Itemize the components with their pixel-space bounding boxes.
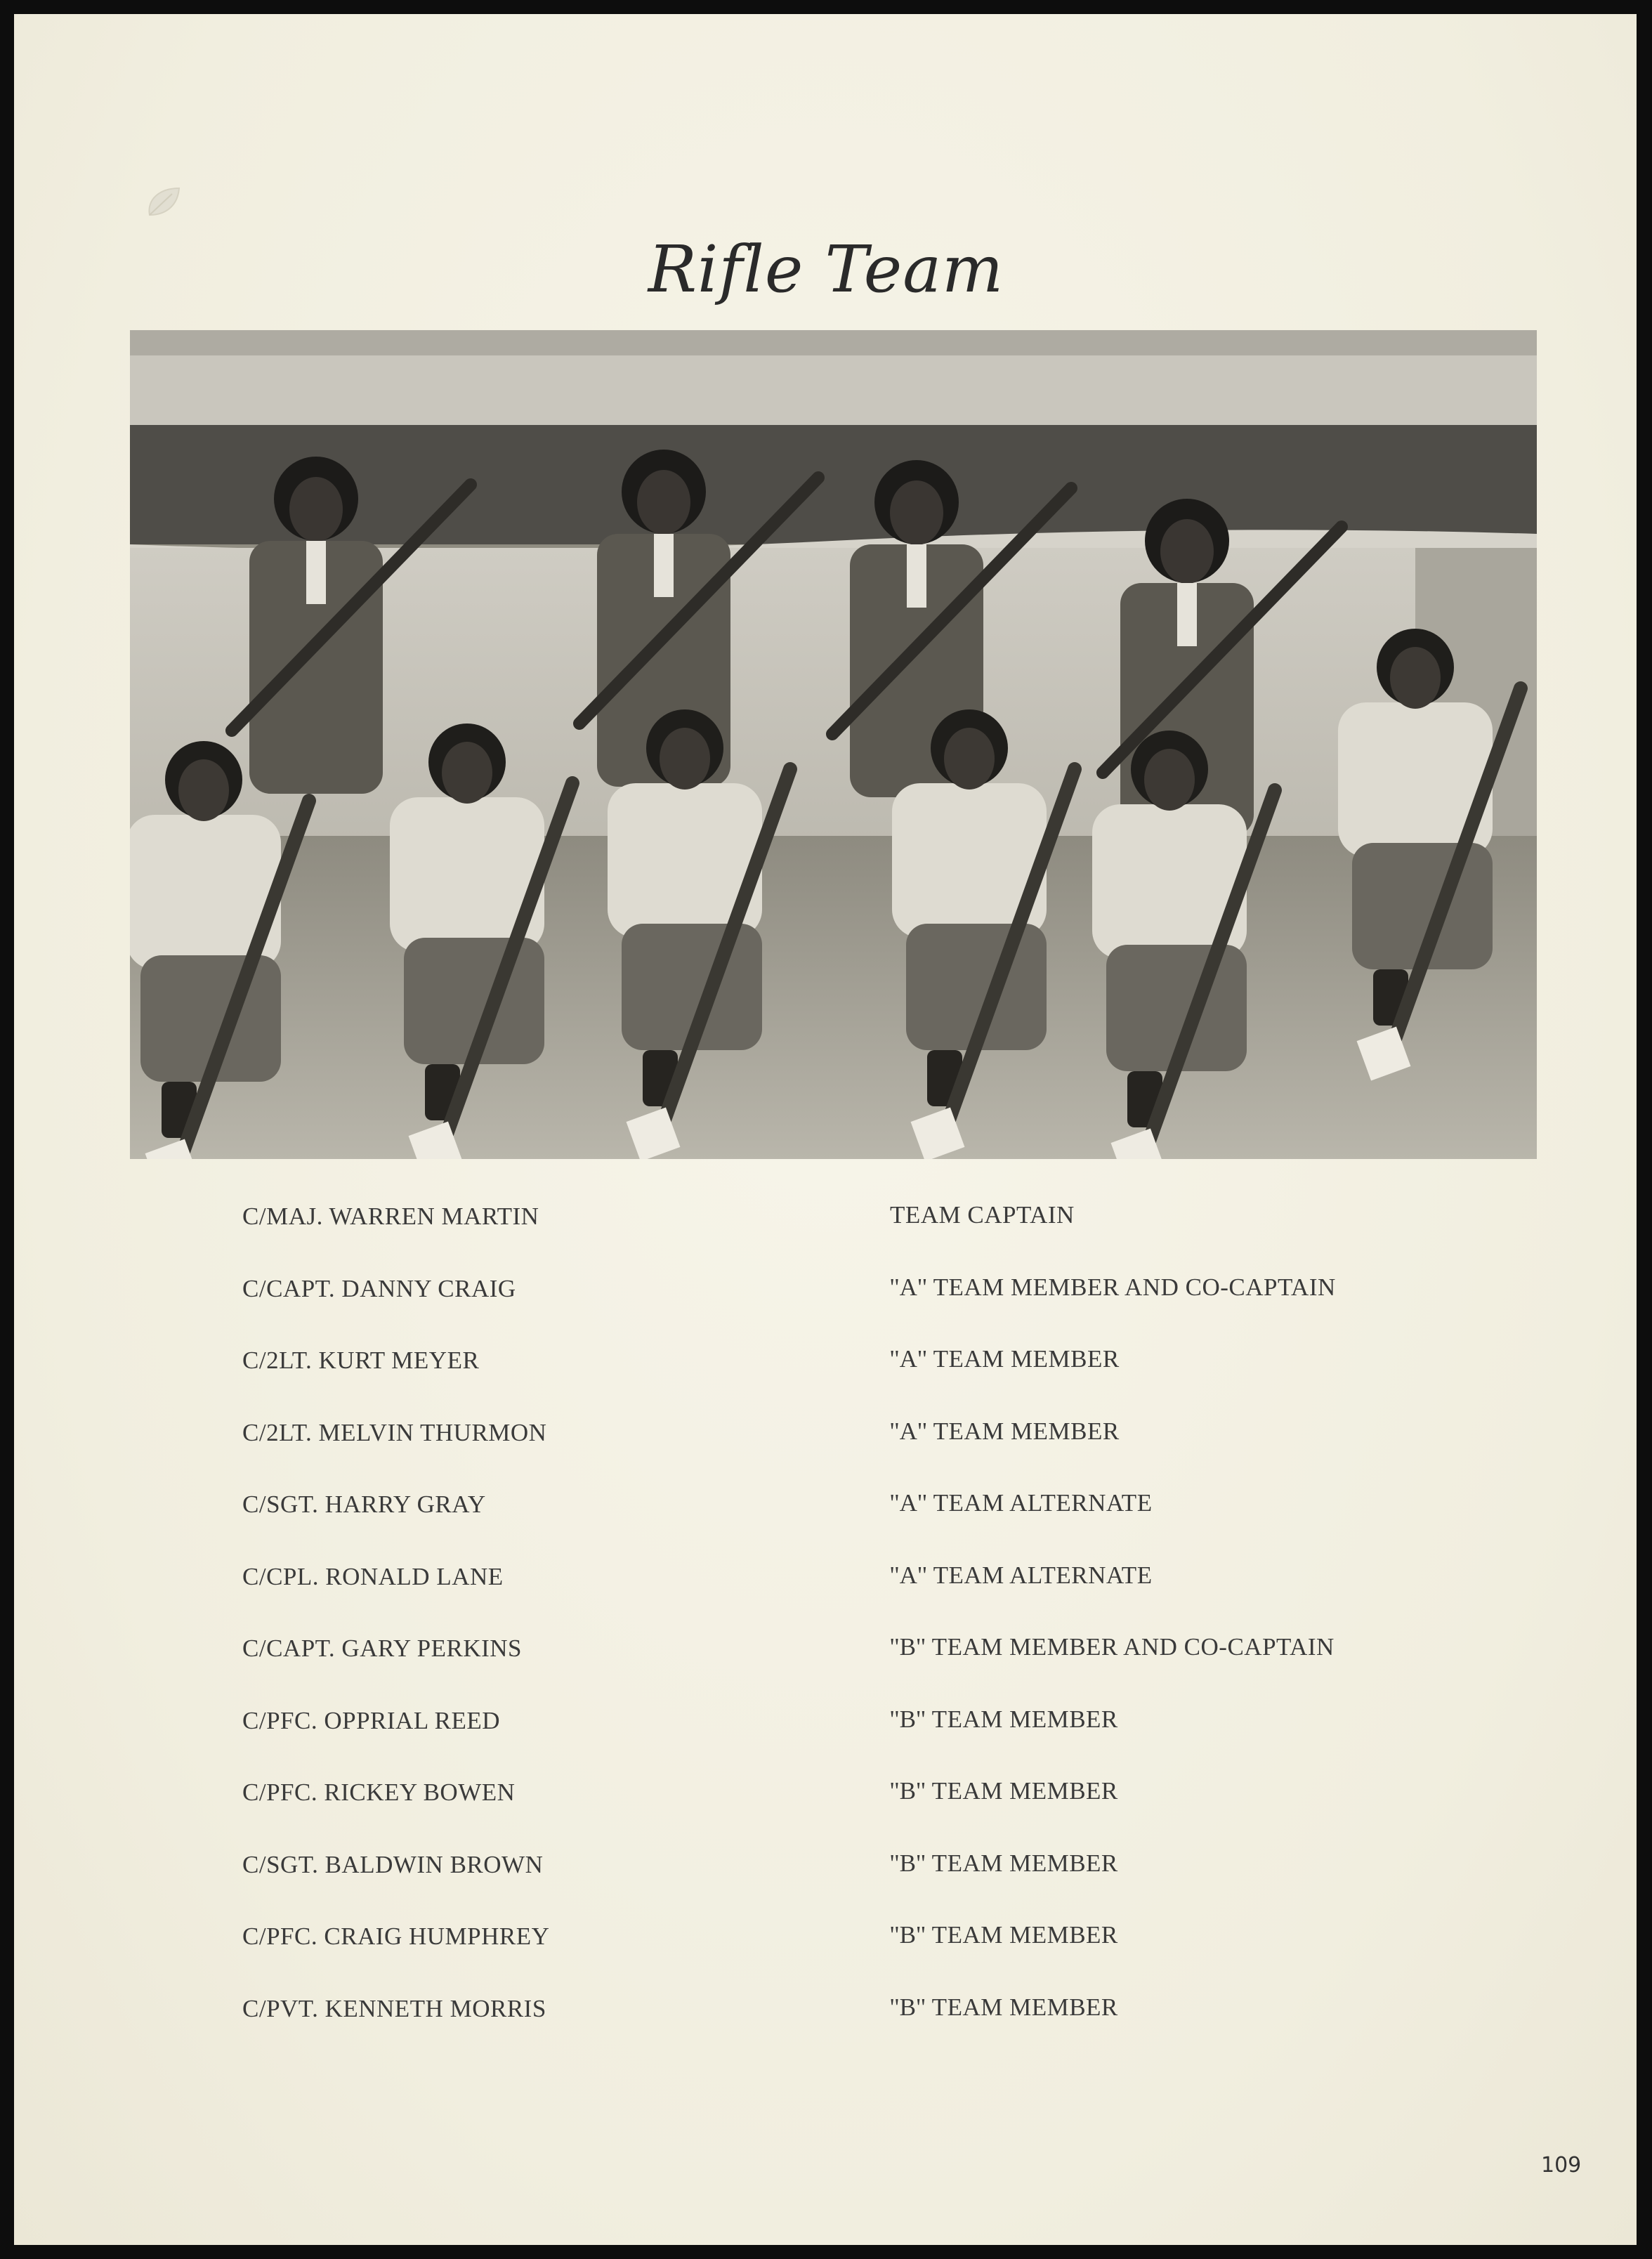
member-name: C/PFC. RICKEY BOWEN xyxy=(242,1779,516,1806)
roster-row xyxy=(242,1266,1507,1339)
roster-row xyxy=(242,1482,1507,1554)
member-role: ''A'' TEAM MEMBER xyxy=(890,1345,1120,1373)
roster-row xyxy=(242,1338,1507,1410)
member-name: C/PVT. KENNETH MORRIS xyxy=(242,1994,546,2022)
member-name: C/CAPT. GARY PERKINS xyxy=(242,1635,522,1662)
member-role: ''B'' TEAM MEMBER AND CO-CAPTAIN xyxy=(890,1633,1335,1661)
member-role: TEAM CAPTAIN xyxy=(890,1201,1075,1229)
member-role: ''B'' TEAM MEMBER xyxy=(890,1849,1118,1877)
member-name: C/SGT. BALDWIN BROWN xyxy=(242,1850,544,1878)
member-name: C/SGT. HARRY GRAY xyxy=(242,1491,486,1518)
page-title: Rifle Team xyxy=(648,232,1004,307)
member-name: C/MAJ. WARREN MARTIN xyxy=(242,1203,539,1230)
roster-row xyxy=(242,1194,1507,1266)
member-role: ''A'' TEAM ALTERNATE xyxy=(890,1561,1153,1589)
roster-row xyxy=(242,1410,1507,1483)
roster-row xyxy=(242,1554,1507,1627)
roster-row xyxy=(242,1986,1507,2059)
member-role: ''A'' TEAM MEMBER AND CO-CAPTAIN xyxy=(890,1273,1336,1301)
member-role: ''B'' TEAM MEMBER xyxy=(890,1705,1118,1733)
roster-row xyxy=(242,1914,1507,1986)
member-name: C/2LT. KURT MEYER xyxy=(242,1347,480,1374)
roster-row xyxy=(242,1626,1507,1698)
leaf-watermark-icon xyxy=(144,184,183,219)
roster-row xyxy=(242,1842,1507,1915)
member-name: C/CPL. RONALD LANE xyxy=(242,1562,504,1590)
member-role: ''A'' TEAM ALTERNATE xyxy=(890,1489,1153,1517)
roster-row xyxy=(242,1698,1507,1771)
member-role: ''B'' TEAM MEMBER xyxy=(890,1777,1118,1805)
page-number: 109 xyxy=(1541,2153,1582,2178)
team-photo-image xyxy=(130,330,1537,1159)
member-name: C/PFC. OPPRIAL REED xyxy=(242,1706,501,1734)
member-role: ''A'' TEAM MEMBER xyxy=(890,1417,1120,1445)
team-photo xyxy=(130,330,1537,1159)
member-name: C/CAPT. DANNY CRAIG xyxy=(242,1274,516,1302)
member-role: ''B'' TEAM MEMBER xyxy=(890,1993,1118,2021)
roster-row xyxy=(242,1770,1507,1842)
roster-list xyxy=(242,1194,1507,2058)
member-name: C/2LT. MELVIN THURMON xyxy=(242,1418,547,1446)
member-role: ''B'' TEAM MEMBER xyxy=(890,1921,1118,1949)
member-name: C/PFC. CRAIG HUMPHREY xyxy=(242,1923,550,1950)
